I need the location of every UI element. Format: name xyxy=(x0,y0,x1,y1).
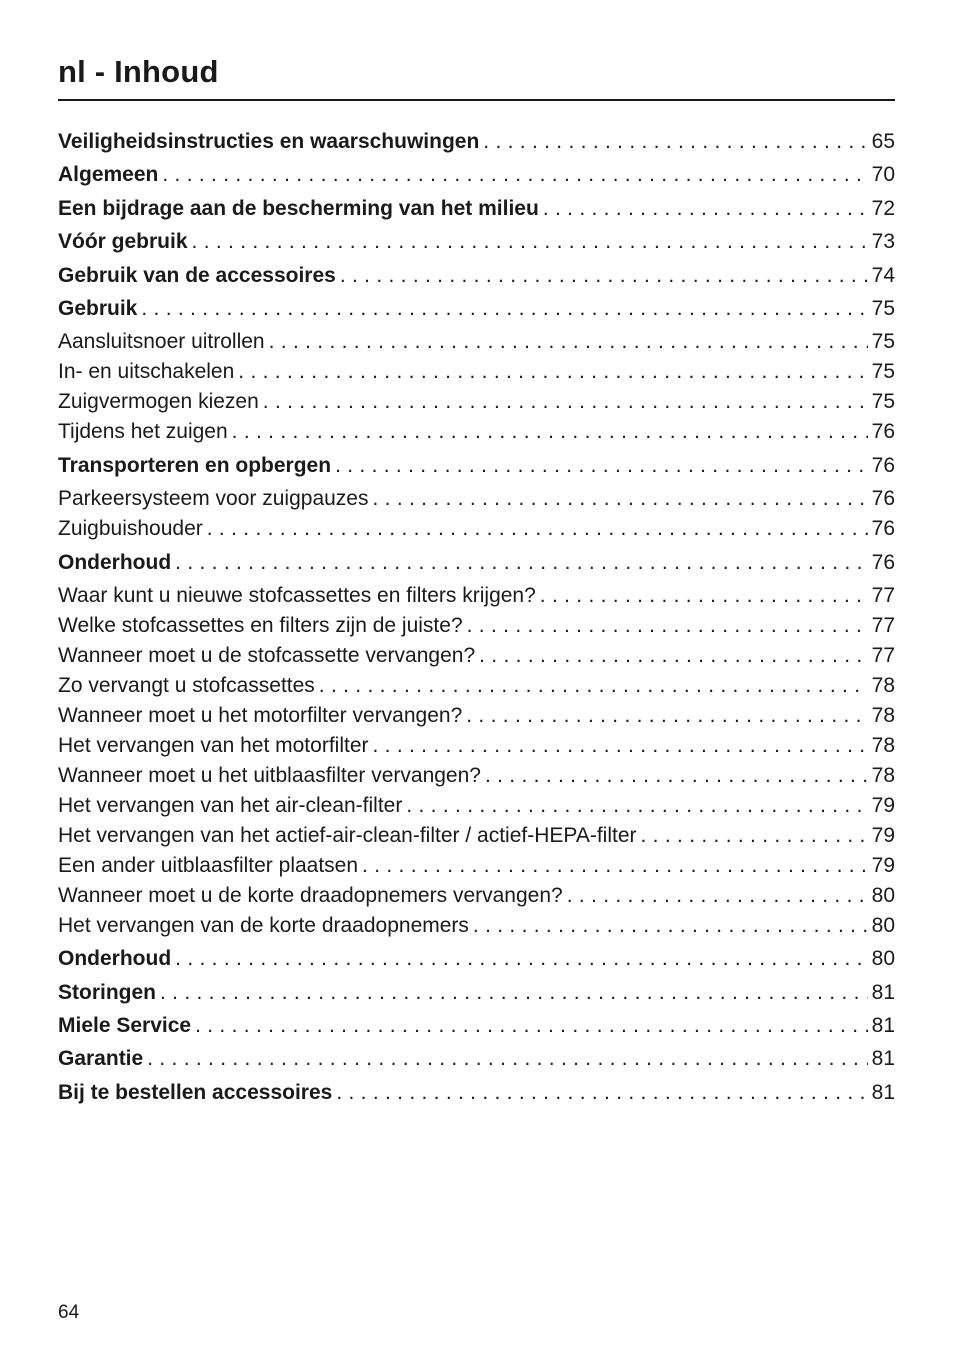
toc-entry-label: In- en uitschakelen xyxy=(58,360,235,384)
toc-entry-page: 72 xyxy=(871,196,895,220)
toc-chapter-entry[interactable] xyxy=(58,127,895,157)
toc-entry-label: Gebruik van de accessoires xyxy=(58,263,336,287)
toc-entry-label: Aansluitsnoer uitrollen xyxy=(58,330,265,354)
dot-leader xyxy=(540,581,868,611)
toc-entry-page: 79 xyxy=(871,853,895,877)
toc-entry-label: Een bijdrage aan de bescherming van het milieu xyxy=(58,196,539,220)
toc-entry-page: 78 xyxy=(871,733,895,757)
toc-entry-page: 80 xyxy=(871,947,895,971)
dot-leader xyxy=(372,484,867,514)
dot-leader xyxy=(232,417,868,447)
toc-section-entry[interactable] xyxy=(58,641,895,671)
toc-entry-label: Onderhoud xyxy=(58,947,172,971)
toc-entry-page: 73 xyxy=(871,230,895,254)
toc-entry-page: 81 xyxy=(871,1047,895,1071)
toc-chapter-entry[interactable] xyxy=(58,451,895,481)
dot-leader xyxy=(485,761,868,791)
dot-leader xyxy=(175,548,867,578)
dot-leader xyxy=(466,701,867,731)
toc-entry-page: 80 xyxy=(871,913,895,937)
toc-section-entry[interactable] xyxy=(58,357,895,387)
dot-leader xyxy=(319,671,868,701)
toc-entry-page: 79 xyxy=(871,823,895,847)
toc-section-entry[interactable] xyxy=(58,671,895,701)
toc-entry-label: Storingen xyxy=(58,980,156,1004)
dot-leader xyxy=(160,978,868,1008)
dot-leader xyxy=(147,1044,867,1074)
toc-entry-page: 74 xyxy=(871,263,895,287)
toc-section-entry[interactable] xyxy=(58,851,895,881)
dot-leader xyxy=(162,160,867,190)
toc-section-entry[interactable] xyxy=(58,484,895,514)
toc-section-entry[interactable] xyxy=(58,514,895,544)
toc-section-entry[interactable] xyxy=(58,581,895,611)
toc-entry-page: 75 xyxy=(871,390,895,414)
toc-entry-page: 76 xyxy=(871,420,895,444)
dot-leader xyxy=(543,194,868,224)
dot-leader xyxy=(263,387,868,417)
dot-leader xyxy=(567,881,868,911)
dot-leader xyxy=(336,1078,867,1108)
toc-section-entry[interactable] xyxy=(58,731,895,761)
dot-leader xyxy=(269,327,868,357)
dot-leader xyxy=(467,611,868,641)
toc-entry-page: 81 xyxy=(871,1080,895,1104)
toc-entry-page: 77 xyxy=(871,613,895,637)
toc-section-entry[interactable] xyxy=(58,881,895,911)
toc-entry-label: Welke stofcassettes en filters zijn de juiste? xyxy=(58,613,463,637)
toc-entry-label: Waar kunt u nieuwe stofcassettes en filters krijgen? xyxy=(58,583,536,607)
toc-section-entry[interactable] xyxy=(58,791,895,821)
toc-entry-label: Zuigbuishouder xyxy=(58,517,203,541)
toc-entry-page: 81 xyxy=(871,1014,895,1038)
toc-entry-label: Transporteren en opbergen xyxy=(58,453,332,477)
toc-entry-page: 75 xyxy=(871,296,895,320)
toc-entry-label: Het vervangen van het motorfilter xyxy=(58,733,369,757)
dot-leader xyxy=(373,731,868,761)
page-title: nl - Inhoud xyxy=(58,54,219,89)
dot-leader xyxy=(207,514,868,544)
toc-entry-label: Wanneer moet u het uitblaasfilter vervangen? xyxy=(58,763,481,787)
toc-chapter-entry[interactable] xyxy=(58,1044,895,1074)
toc-chapter-entry[interactable] xyxy=(58,1011,895,1041)
toc-section-entry[interactable] xyxy=(58,611,895,641)
toc-section-entry[interactable] xyxy=(58,761,895,791)
toc-section-entry[interactable] xyxy=(58,701,895,731)
toc-chapter-entry[interactable] xyxy=(58,944,895,974)
toc-entry-page: 75 xyxy=(871,330,895,354)
toc-section-entry[interactable] xyxy=(58,387,895,417)
toc-entry-page: 79 xyxy=(871,793,895,817)
toc-entry-label: Bij te bestellen accessoires xyxy=(58,1080,333,1104)
toc-entry-label: Wanneer moet u de stofcassette vervangen? xyxy=(58,643,476,667)
dot-leader xyxy=(195,1011,868,1041)
toc-entry-page: 65 xyxy=(871,130,895,153)
dot-leader xyxy=(175,944,867,974)
dot-leader xyxy=(362,851,868,881)
toc-entry-label: Algemeen xyxy=(58,163,159,187)
toc-chapter-entry[interactable] xyxy=(58,194,895,224)
toc-entry-label: Veiligheidsinstructies en waarschuwingen xyxy=(58,130,480,153)
toc-entry-label: Zuigvermogen kiezen xyxy=(58,390,259,414)
dot-leader xyxy=(641,821,868,851)
toc-entry-label: Zo vervangt u stofcassettes xyxy=(58,673,315,697)
toc-section-entry[interactable] xyxy=(58,911,895,941)
dot-leader xyxy=(238,357,867,387)
toc-entry-page: 78 xyxy=(871,703,895,727)
toc-chapter-entry[interactable] xyxy=(58,294,895,324)
dot-leader xyxy=(479,641,868,671)
toc-entry-page: 81 xyxy=(871,980,895,1004)
toc-chapter-entry[interactable] xyxy=(58,1078,895,1108)
toc-entry-label: Onderhoud xyxy=(58,550,172,574)
toc-entry-label: Garantie xyxy=(58,1047,144,1071)
dot-leader xyxy=(192,227,868,257)
toc-entry-label: Het vervangen van het actief-air-clean-filter / actief-HEPA-filter xyxy=(58,823,637,847)
toc-entry-label: Parkeersysteem voor zuigpauzes xyxy=(58,487,369,511)
toc-section-entry[interactable] xyxy=(58,327,895,357)
dot-leader xyxy=(406,791,867,821)
dot-leader xyxy=(335,451,868,481)
toc-section-entry[interactable] xyxy=(58,417,895,447)
toc-entry-page: 80 xyxy=(871,883,895,907)
toc-entry-page: 75 xyxy=(871,360,895,384)
toc-entry-page: 76 xyxy=(871,487,895,511)
toc-entry-label: Wanneer moet u het motorfilter vervangen? xyxy=(58,703,463,727)
toc-chapter-entry[interactable] xyxy=(58,548,895,578)
toc-entry-label: Het vervangen van de korte draadopnemers xyxy=(58,913,469,937)
toc-entry-label: Tijdens het zuigen xyxy=(58,420,228,444)
page-number: 64 xyxy=(58,1302,80,1323)
dot-leader xyxy=(473,911,868,941)
toc-entry-label: Een ander uitblaasfilter plaatsen xyxy=(58,853,359,877)
toc-entry-page: 78 xyxy=(871,763,895,787)
toc-entry-page: 77 xyxy=(871,643,895,667)
dot-leader xyxy=(483,127,867,157)
toc-chapter-entry[interactable] xyxy=(58,978,895,1008)
dot-leader xyxy=(141,294,867,324)
toc-entry-page: 78 xyxy=(871,673,895,697)
title-divider xyxy=(58,99,895,101)
toc-chapter-entry[interactable] xyxy=(58,160,895,190)
dot-leader xyxy=(340,261,868,291)
toc-entry-page: 77 xyxy=(871,583,895,607)
toc-entry-label: Het vervangen van het air-clean-filter xyxy=(58,793,403,817)
toc-entry-page: 70 xyxy=(871,163,895,187)
toc-entry-page: 76 xyxy=(871,453,895,477)
toc-entry-label: Gebruik xyxy=(58,296,138,320)
toc-section-entry[interactable] xyxy=(58,821,895,851)
table-of-contents xyxy=(58,127,895,1108)
toc-chapter-entry[interactable] xyxy=(58,227,895,257)
toc-entry-label: Miele Service xyxy=(58,1014,192,1038)
toc-chapter-entry[interactable] xyxy=(58,261,895,291)
toc-entry-label: Vóór gebruik xyxy=(58,230,188,254)
toc-entry-page: 76 xyxy=(871,550,895,574)
toc-entry-label: Wanneer moet u de korte draadopnemers vervangen? xyxy=(58,883,563,907)
toc-entry-page: 76 xyxy=(871,517,895,541)
